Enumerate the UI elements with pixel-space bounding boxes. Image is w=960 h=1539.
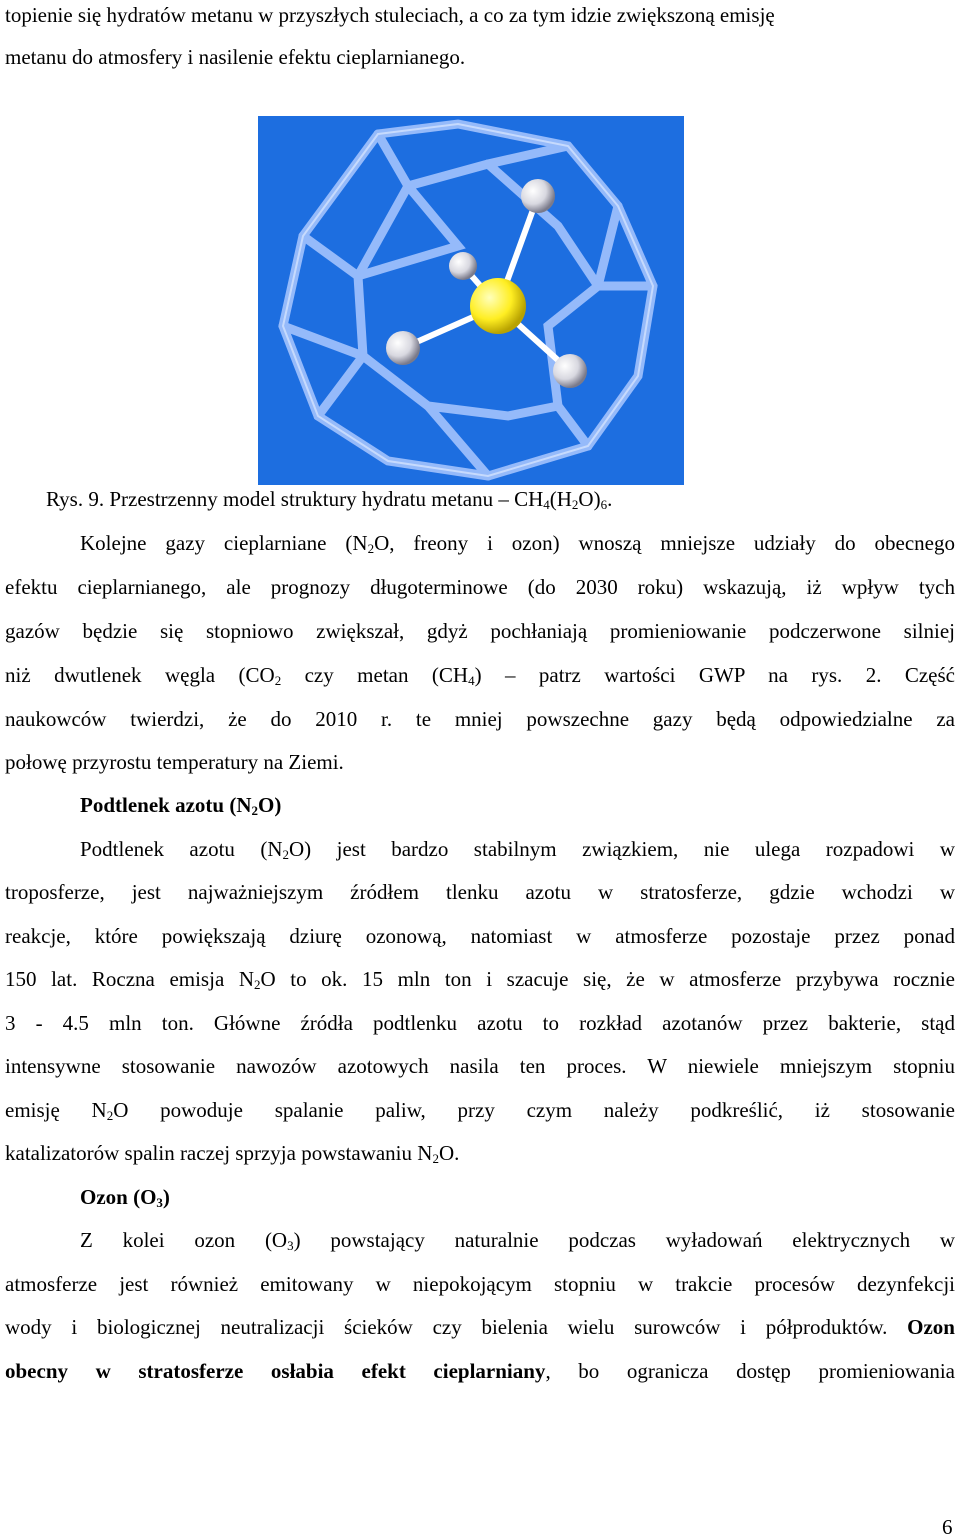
- figure-caption: Rys. 9. Przestrzenny model struktury hydratu metanu – $CH_4(H_2O)_6$.: [46, 487, 613, 512]
- text-line: połowę przyrostu temperatury na Ziemi.: [5, 750, 344, 774]
- text-line: naukowców twierdzi, że do 2010 r. te mniej powszechne gazy będą odpowiedzialne za: [5, 707, 955, 731]
- text-line: topienie się hydratów metanu w przyszłych stuleciach, a co za tym idzie zwiększoną emisję: [5, 3, 775, 27]
- text-line: intensywne stosowanie nawozów azotowych nasila ten proces. W niewiele mniejszym stopniu: [5, 1054, 955, 1078]
- section-heading: Ozon $(O_3)$: [80, 1185, 170, 1210]
- text-line: emisję $N_2O$ powoduje spalanie paliw, przy czym należy podkreślić, iż stosowanie: [5, 1098, 956, 1123]
- page-number: 6: [942, 1515, 953, 1539]
- section-heading: Podtlenek azotu $(N_2O)$: [80, 793, 282, 818]
- text-line: wody i biologicznej neutralizacji ścieków czy bielenia wielu surowców i półproduktów. Ozon: [5, 1315, 955, 1339]
- text-line: Kolejne gazy cieplarniane ($N_2O$, freony i ozon) wnoszą mniejsze udziały do obecnego: [80, 531, 955, 556]
- text-line: Podtlenek azotu $(N_2O)$ jest bardzo stabilnym związkiem, nie ulega rozpadowi w: [80, 837, 955, 862]
- text-line: gazów będzie się stopniowo zwiększał, gdyż pochłaniają promieniowanie podczerwone silniej: [5, 619, 955, 643]
- text-line: troposferze, jest najważniejszym źródłem tlenku azotu w stratosferze, gdzie wchodzi w: [5, 880, 955, 904]
- methane-hydrate-figure: [258, 116, 684, 485]
- text-line: 3 - 4.5 mln ton. Główne źródła podtlenku azotu to rozkład azotanów przez bakterie, stąd: [5, 1011, 955, 1035]
- text-line: metanu do atmosfery i nasilenie efektu cieplarnianego.: [5, 45, 466, 69]
- text-line: reakcje, które powiększają dziurę ozonową, natomiast w atmosferze pozostaje przez ponad: [5, 924, 955, 948]
- text-line: Z kolei ozon $(O_3)$ powstający naturalnie podczas wyładowań elektrycznych w: [80, 1228, 956, 1253]
- text-line: niż dwutlenek węgla ($CO_2$ czy metan $(CH_4)$ – patrz wartości GWP na rys. 2. Część: [5, 663, 955, 688]
- text-line: katalizatorów spalin raczej sprzyja powstawaniu $N_2O$.: [5, 1141, 460, 1166]
- text-line: efektu cieplarnianego, ale prognozy długoterminowe (do 2030 roku) wskazują, iż wpływ tych: [5, 575, 955, 599]
- text-line: atmosferze jest również emitowany w niepokojącym stopniu w trakcie procesów dezynfekcji: [5, 1272, 955, 1296]
- text-line: 150 lat. Roczna emisja $N_2O$ to ok. 15 mln ton i szacuje się, że w atmosferze przybywa rocznie: [5, 967, 955, 992]
- text-line: obecny w stratosferze osłabia efekt cieplarniany, bo ogranicza dostęp promieniowania: [5, 1359, 955, 1383]
